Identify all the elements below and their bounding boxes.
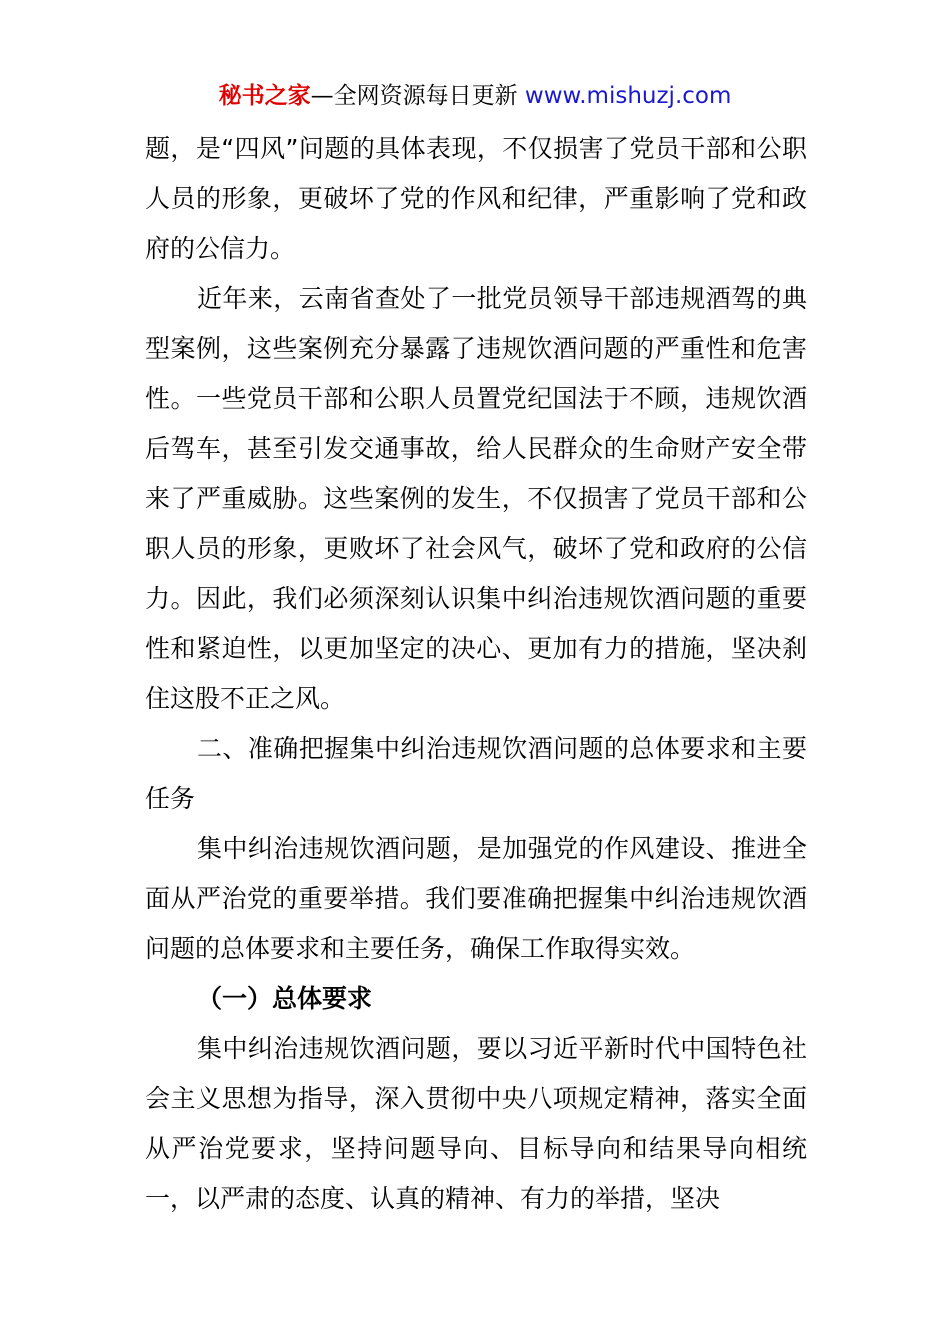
paragraph-intro-tasks: 集中纠治违规饮酒问题，是加强党的作风建设、推进全面从严治党的重要举措。我们要准确把握集中纠治违规饮酒问题的总体要求和主要任务，确保工作取得实效。	[145, 834, 807, 963]
section-heading-2: 二、准确把握集中纠治违规饮酒问题的总体要求和主要任务	[145, 734, 807, 813]
subsection-heading-overall-requirements: （一）总体要求	[197, 984, 373, 1013]
brand-name: 秘书之家	[218, 83, 311, 109]
paragraph-overall-requirements: 集中纠治违规饮酒问题，要以习近平新时代中国特色社会主义思想为指导，深入贯彻中央八项规定精神，落实全面从严治党要求，坚持问题导向、目标导向和结果导向相统一，以严肃的态度、认真的精神、有力的举措，坚决	[145, 1034, 807, 1213]
paragraph-cases: 近年来，云南省查处了一批党员领导干部违规酒驾的典型案例，这些案例充分暴露了违规饮酒问题的严重性和危害性。一些党员干部和公职人员置党纪国法于不顾，违规饮酒后驾车，甚至引发交通事故，给人民群众的生命财产安全带来了严重威胁。这些案例的发生，不仅损害了党员干部和公职人员的形象，更败坏了社会风气，破坏了党和政府的公信力。因此，我们必须深刻认识集中纠治违规饮酒问题的重要性和紧迫性，以更加坚定的决心、更加有力的措施，坚决刹住这股不正之风。	[145, 284, 807, 713]
document-body	[145, 124, 807, 1224]
paragraph-continuation: 题，是“四风”问题的具体表现，不仅损害了党员干部和公职人员的形象，更破坏了党的作风和纪律，严重影响了党和政府的公信力。	[145, 134, 807, 263]
header-tagline: —全网资源每日更新	[310, 83, 518, 109]
site-url[interactable]: www.mishuzj.com	[524, 83, 732, 109]
site-header	[0, 80, 950, 112]
